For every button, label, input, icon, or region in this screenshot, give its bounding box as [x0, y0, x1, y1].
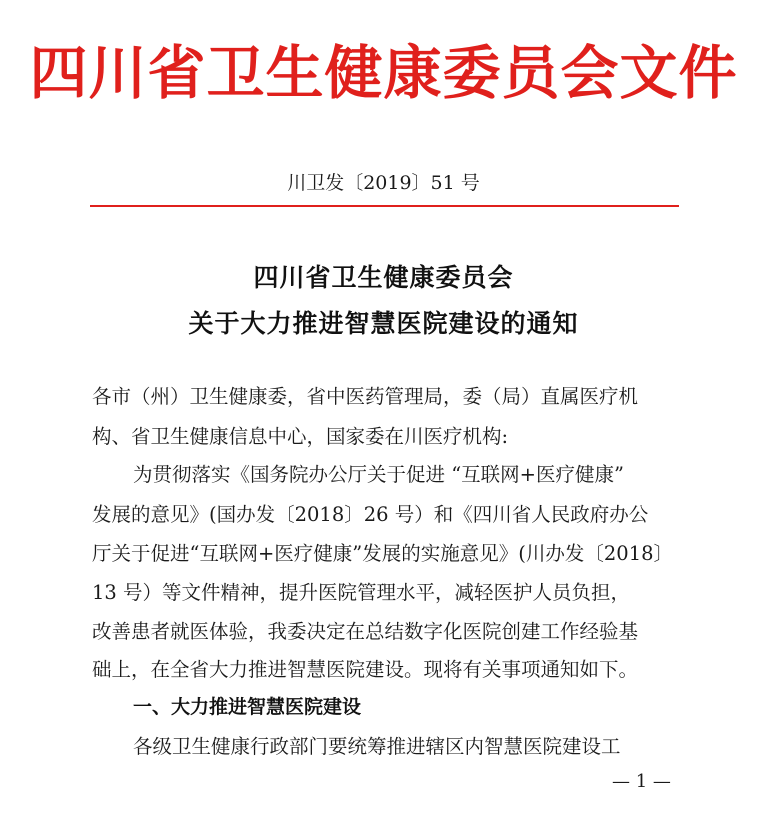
- notice-title-line-1: 四川省卫生健康委员会: [253, 263, 514, 292]
- paragraph-line: 改善患者就医体验，我委决定在总结数字化医院创建工作经验基: [92, 620, 639, 643]
- addressee-line: 各市（州）卫生健康委，省中医药管理局，委（局）直属医疗机: [92, 385, 639, 408]
- addressee-line: 构、省卫生健康信息中心，国家委在川医疗机构:: [92, 425, 509, 448]
- paragraph-line: 发展的意见》(国办发〔2018〕26 号）和《四川省人民政府办公: [92, 503, 649, 526]
- section-heading: 一、大力推进智慧医院建设: [133, 696, 362, 718]
- paragraph-line: 础上，在全省大力推进智慧医院建设。现将有关事项通知如下。: [92, 658, 639, 681]
- paragraph-line: 厅关于促进“互联网+医疗健康”发展的实施意见》(川办发〔2018〕: [92, 542, 674, 565]
- document-number: 川卫发〔2019〕51 号: [287, 172, 480, 194]
- masthead-title: 四川省卫生健康委员会文件: [29, 39, 738, 107]
- paragraph-line: 各级卫生健康行政部门要统筹推进辖区内智慧医院建设工: [133, 735, 621, 758]
- notice-title-line-2: 关于大力推进智慧医院建设的通知: [188, 309, 579, 338]
- paragraph-line: 为贯彻落实《国务院办公厅关于促进 “互联网+医疗健康”: [133, 463, 624, 486]
- page-number: — 1 —: [612, 771, 671, 792]
- red-divider-line: [90, 205, 679, 207]
- paragraph-line: 13 号）等文件精神，提升医院管理水平，减轻医护人员负担，: [92, 581, 631, 604]
